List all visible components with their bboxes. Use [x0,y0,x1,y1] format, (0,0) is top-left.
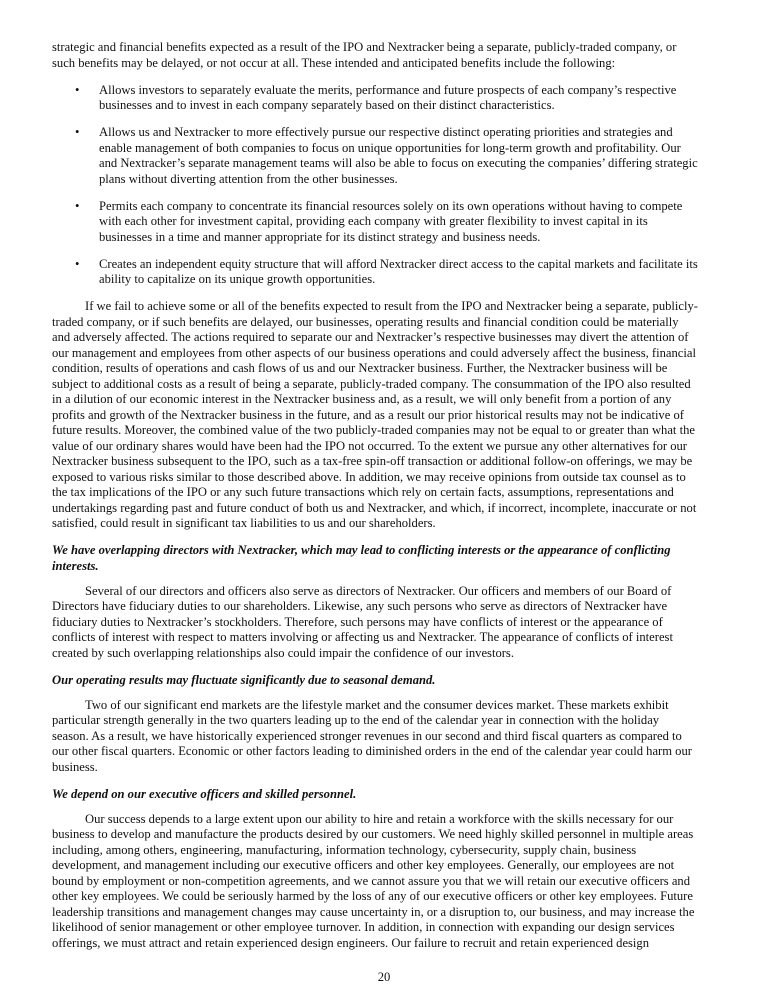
text-line: Creates an independent equity structure that will afford Nextracker direct access to the capital markets and facilitate its [99,256,698,271]
text-line: We have overlapping directors with Nextracker, which may lead to conflicting interests or the appearance of conflicting [52,543,671,557]
text-line: created by such overlapping relationships also could impair the confidence of our investors. [52,645,514,660]
bullet-icon: • [75,256,80,271]
text-line: enable management of both companies to focus on unique opportunities for long-term growth and profitability. Our [99,140,681,155]
text-line: the tax implications of the IPO or any such future transactions which rely on certain facts, assumptions, representations and [52,485,674,499]
text-line: other key employees. We could be seriously harmed by the loss of any of our executive officers or other key employees. Future [52,889,693,903]
paragraph [52,299,732,532]
text-line: ability to capitalize on its unique growth opportunities. [99,272,376,286]
section-heading [52,673,732,689]
text-line: with each other for investment capital, providing each company with greater flexibility to invest capital in its [99,214,648,228]
text-line: our other fiscal quarters. Economic or other factors leading to diminished orders in the end of the calendar year could harm our [52,744,692,758]
paragraph [52,584,732,662]
text-line: satisfied, could result in significant tax liabilities to us and our shareholders. [52,516,436,530]
bullet-item [52,83,732,114]
text-line: business. [52,759,98,774]
text-line: and adversely affected. The actions required to separate our and Nextracker’s respective businesses may divert the attention of [52,330,689,344]
text-line: We depend on our executive officers and skilled personnel. [52,786,357,801]
paragraph [52,698,732,776]
document-body [52,40,732,963]
text-line: fiduciary duties to Nextracker’s stockholders. Therefore, such persons may have conflicts of interest or the appearance of [52,614,663,629]
text-line: likelihood of senior management or other employee turnover. In addition, in connection with expanding our design services [52,920,675,934]
page-number: 20 [377,970,391,984]
bullet-item [52,125,732,187]
bullet-icon: • [75,82,80,97]
text-line: Directors have fiduciary duties to our shareholders. Likewise, any such persons who serve as directors of Nextracker have [52,599,668,613]
text-line: including, among others, engineering, manufacturing, information technology, cybersecurity, supply chain, business [52,842,637,857]
text-line: particular strength generally in the two quarters leading up to the end of the calendar year in connection with the holiday [52,713,660,727]
text-line: bound by employment or non-competition agreements, and we cannot assure you that we will retain our executive officers and [52,873,691,888]
text-line: traded company, or if such benefits are delayed, our businesses, operating results and financial condition could be materially [52,314,679,329]
text-line: Nextracker business subsequent to the IPO, such as a tax-free spin-off transaction or additional follow-on offerings, we may be [52,454,693,468]
bullet-icon: • [75,198,80,213]
bullet-item [52,199,732,246]
text-line: development, and management including our executive officers and other key employees. Generally, our employees are not [52,858,675,872]
text-line: plans without diverting attention from the other businesses. [99,171,398,186]
text-line: businesses in a time and manner appropriate for its distinct strategy and business needs. [99,229,541,244]
text-line: strategic and financial benefits expected as a result of the IPO and Nextracker being a separate, publicly-traded company, or [52,40,677,54]
text-line: Our operating results may fluctuate significantly due to seasonal demand. [52,672,436,687]
text-line: such benefits may be delayed, or not occur at all. These intended and anticipated benefits include the following: [52,55,616,70]
text-line: conflicts of interest with respect to matters involving or affecting us and Nextracker. The appearance of conflicts of interest [52,630,673,644]
text-line: offerings, we must attract and retain experienced design engineers. Our failure to recruit and retain experienced design [52,935,650,950]
text-line: If we fail to achieve some or all of the benefits expected to result from the IPO and Nextracker being a separate, publicly- [85,299,699,313]
text-line: interests. [52,558,99,573]
text-line: Our success depends to a large extent upon our ability to hire and retain a workforce with the skills necessary for our [85,811,674,826]
text-line: Several of our directors and officers also serve as directors of Nextracker. Our officers and members of our Board of [85,583,672,598]
text-line: business to develop and manufacture the products desired by our customers. We need highly skilled personnel in multiple areas [52,827,694,841]
section-heading [52,543,732,574]
bullet-item [52,257,732,288]
text-line: Allows investors to separately evaluate the merits, performance and future prospects of each company’s respective [99,82,677,97]
paragraph [52,812,732,952]
text-line: Allows us and Nextracker to more effectively pursue our respective distinct operating priorities and strategies and [99,125,673,139]
text-line: in a dilution of our economic interest in the Nextracker business and, as a result, we will only benefit from a portion of any [52,392,672,406]
text-line: subject to additional costs as a result of being a separate, publicly-traded company. The consummation of the IPO also resulted [52,376,691,391]
text-line: profits and growth of the Nextracker business in the future, and as a result our prior historical results may not be indicative of [52,407,684,422]
text-line: businesses and to invest in each company separately based on their distinct characteristics. [99,98,555,112]
text-line: condition, results of operations and cash flows of us and our Nextracker business. Further, the Nextracker business will be [52,361,668,375]
section-heading [52,787,732,803]
bullet-icon: • [75,125,80,139]
text-line: exposed to various risks similar to those described above. In addition, we may receive opinions from outside tax counsel as to [52,469,686,484]
text-line: season. As a result, we have historically experienced stronger revenues in our second and third fiscal quarters as compared to [52,728,682,743]
paragraph [52,40,732,71]
text-line: our management and employees from other aspects of our business operations and could adversely affect the business, financial [52,345,696,360]
text-line: Two of our significant end markets are the lifestyle market and the consumer devices market. These markets exhibit [85,697,669,712]
text-line: value of our ordinary shares would have been had the IPO not occurred. To the extent we pursue any other alternatives for our [52,438,688,453]
text-line: future results. Moreover, the combined value of the two publicly-traded companies may not be equal to or greater than what the [52,423,695,437]
text-line: and Nextracker’s separate management teams will also be able to focus on executing the companies’ differing strategic [99,156,698,170]
text-line: Permits each company to concentrate its financial resources solely on its own operations without having to compete [99,198,683,213]
text-line: leadership transitions and management changes may cause uncertainty in, or a disruption to, our business, and may increase the [52,904,695,919]
text-line: undertakings regarding past and future conduct of both us and Nextracker, and which, if incorrect, incomplete, inaccurate or not [52,500,697,515]
